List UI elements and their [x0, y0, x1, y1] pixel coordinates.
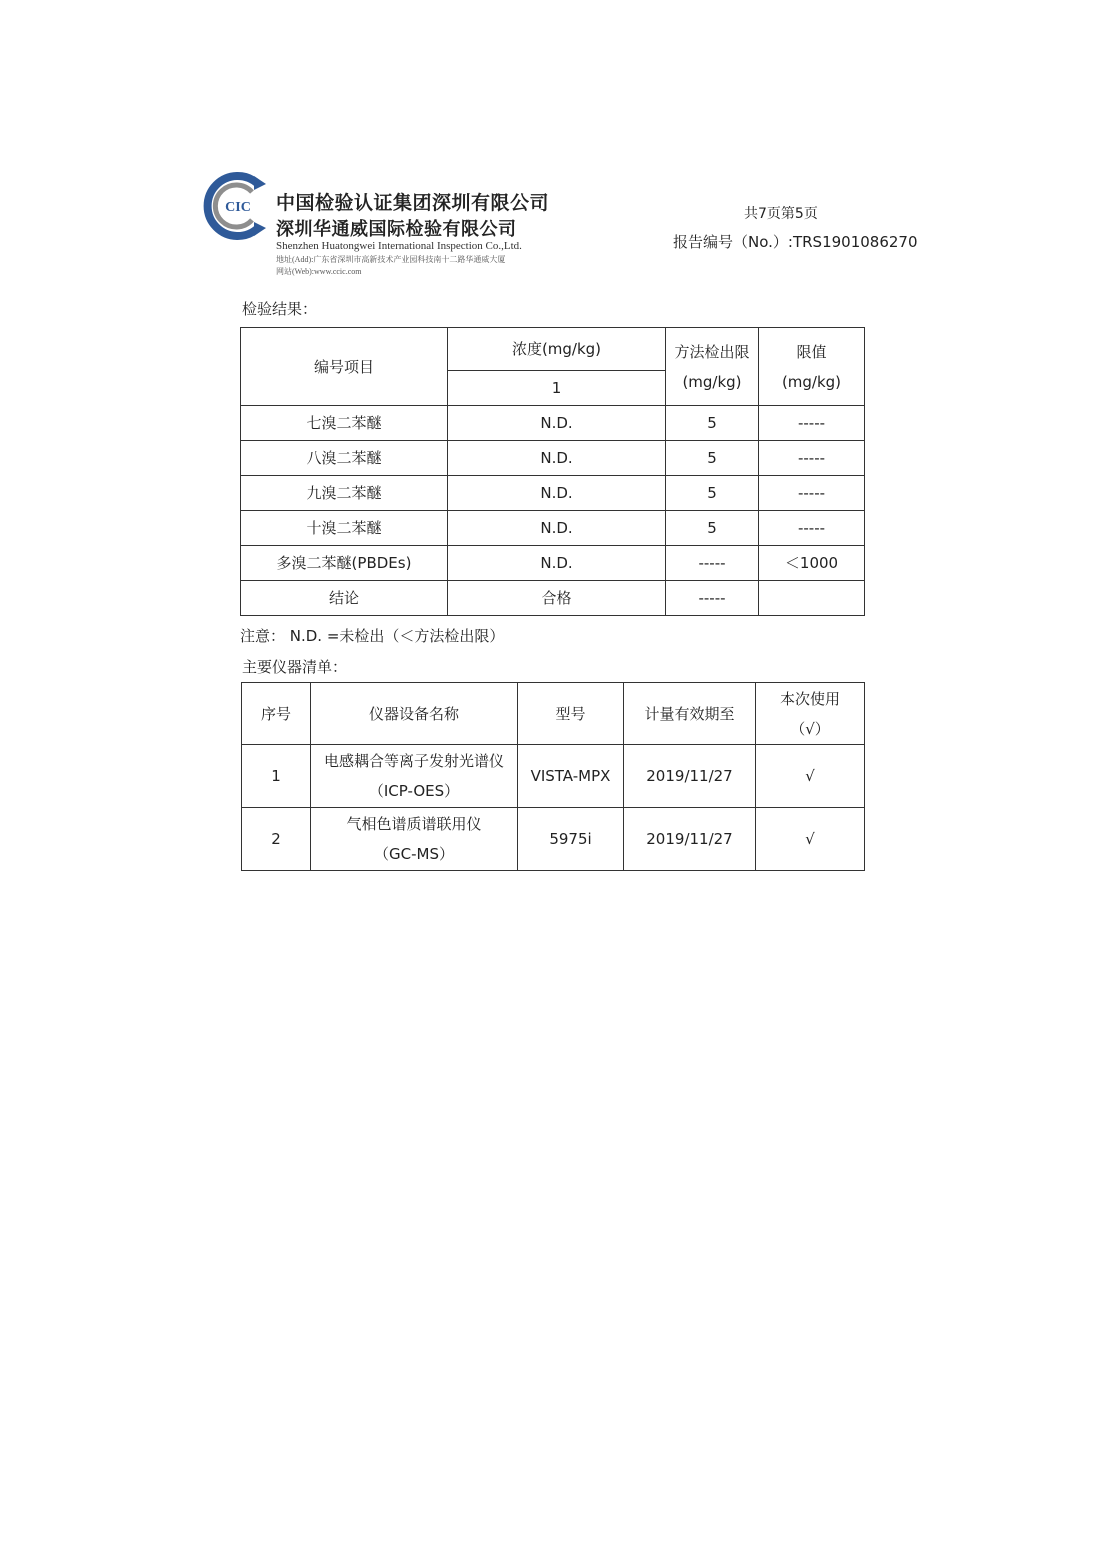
cell-name-line2: （ICP-OES） — [368, 782, 460, 800]
cell-name-line2: （GC-MS） — [374, 845, 454, 863]
company-name-cn-2: 深圳华通威国际检验有限公司 — [276, 219, 517, 240]
header-valid-until: 计量有效期至 — [624, 683, 756, 745]
company-name-en: Shenzhen Huatongwei International Inspection Co.,Ltd. — [276, 240, 522, 252]
cell-seq: 1 — [242, 745, 311, 808]
cell-limit: ----- — [759, 406, 865, 441]
company-name-cn-1: 中国检验认证集团深圳有限公司 — [276, 192, 550, 214]
cell-limit — [759, 581, 865, 616]
cell-name-line1: 气相色谱质谱联用仪 — [346, 815, 482, 833]
company-address: 地址(Add):广东省深圳市高新技术产业园科技南十二路华通威大厦 — [276, 255, 506, 264]
header-model: 型号 — [518, 683, 624, 745]
cell-conclusion-label: 结论 — [241, 581, 448, 616]
cell-seq: 2 — [242, 808, 311, 871]
table-row — [241, 476, 865, 511]
cell-mdl: 5 — [666, 406, 759, 441]
header-concentration: 浓度(mg/kg) — [448, 328, 666, 371]
cell-limit: ----- — [759, 511, 865, 546]
header-limit — [759, 328, 865, 406]
cell-value: N.D. — [448, 441, 666, 476]
results-heading: 检验结果： — [242, 300, 318, 318]
cell-mdl: ----- — [666, 581, 759, 616]
cell-mdl: 5 — [666, 441, 759, 476]
cell-mdl: 5 — [666, 511, 759, 546]
cell-value: N.D. — [448, 476, 666, 511]
table-row — [241, 511, 865, 546]
table-row — [241, 546, 865, 581]
cell-name — [311, 745, 518, 808]
table-row — [242, 745, 865, 808]
cell-item: 十溴二苯醚 — [241, 511, 448, 546]
cell-limit: ----- — [759, 441, 865, 476]
header-used-line1: 本次使用 — [779, 689, 840, 708]
cell-name — [311, 808, 518, 871]
cell-value: N.D. — [448, 546, 666, 581]
report-number: 报告编号（No.）:TRS1901086270 — [673, 233, 918, 251]
cell-value: N.D. — [448, 511, 666, 546]
cell-mdl: ----- — [666, 546, 759, 581]
header-limit-line1: 限值 — [796, 342, 827, 361]
header-mdl — [666, 328, 759, 406]
header-seq: 序号 — [242, 683, 311, 745]
cell-model: 5975i — [518, 808, 624, 871]
table-row — [241, 441, 865, 476]
cell-value: N.D. — [448, 406, 666, 441]
table-row — [241, 581, 865, 616]
cell-conclusion-value: 合格 — [448, 581, 666, 616]
table-row — [242, 808, 865, 871]
cell-used: √ — [756, 808, 865, 871]
cell-name-line1: 电感耦合等离子发射光谱仪 — [323, 752, 504, 770]
header-name: 仪器设备名称 — [311, 683, 518, 745]
header-mdl-line1: 方法检出限 — [674, 342, 750, 361]
cell-item: 八溴二苯醚 — [241, 441, 448, 476]
table-row — [241, 406, 865, 441]
cell-limit: ----- — [759, 476, 865, 511]
note-text: 注意： N.D. =未检出（＜方法检出限） — [240, 627, 505, 645]
header-used-line2: （√） — [790, 719, 830, 738]
cell-item: 七溴二苯醚 — [241, 406, 448, 441]
cell-used: √ — [756, 745, 865, 808]
page-info: 共7页第5页 — [744, 206, 818, 222]
cell-valid-until: 2019/11/27 — [624, 808, 756, 871]
results-table — [240, 327, 865, 616]
cell-valid-until: 2019/11/27 — [624, 745, 756, 808]
header-used — [756, 683, 865, 745]
cell-item: 九溴二苯醚 — [241, 476, 448, 511]
company-website: 网站(Web):www.ccic.com — [276, 267, 362, 276]
header-mdl-line2: (mg/kg) — [682, 372, 742, 391]
cell-model: VISTA-MPX — [518, 745, 624, 808]
cell-item: 多溴二苯醚(PBDEs) — [241, 546, 448, 581]
cell-limit: ＜1000 — [759, 546, 865, 581]
logo-text: CIC — [225, 200, 251, 215]
header-limit-line2: (mg/kg) — [781, 372, 842, 391]
instruments-table — [241, 682, 865, 871]
header-sample-no: 1 — [448, 371, 666, 406]
header-item: 编号项目 — [241, 328, 448, 406]
instruments-heading: 主要仪器清单： — [242, 658, 348, 676]
cell-mdl: 5 — [666, 476, 759, 511]
cic-logo — [202, 170, 274, 242]
